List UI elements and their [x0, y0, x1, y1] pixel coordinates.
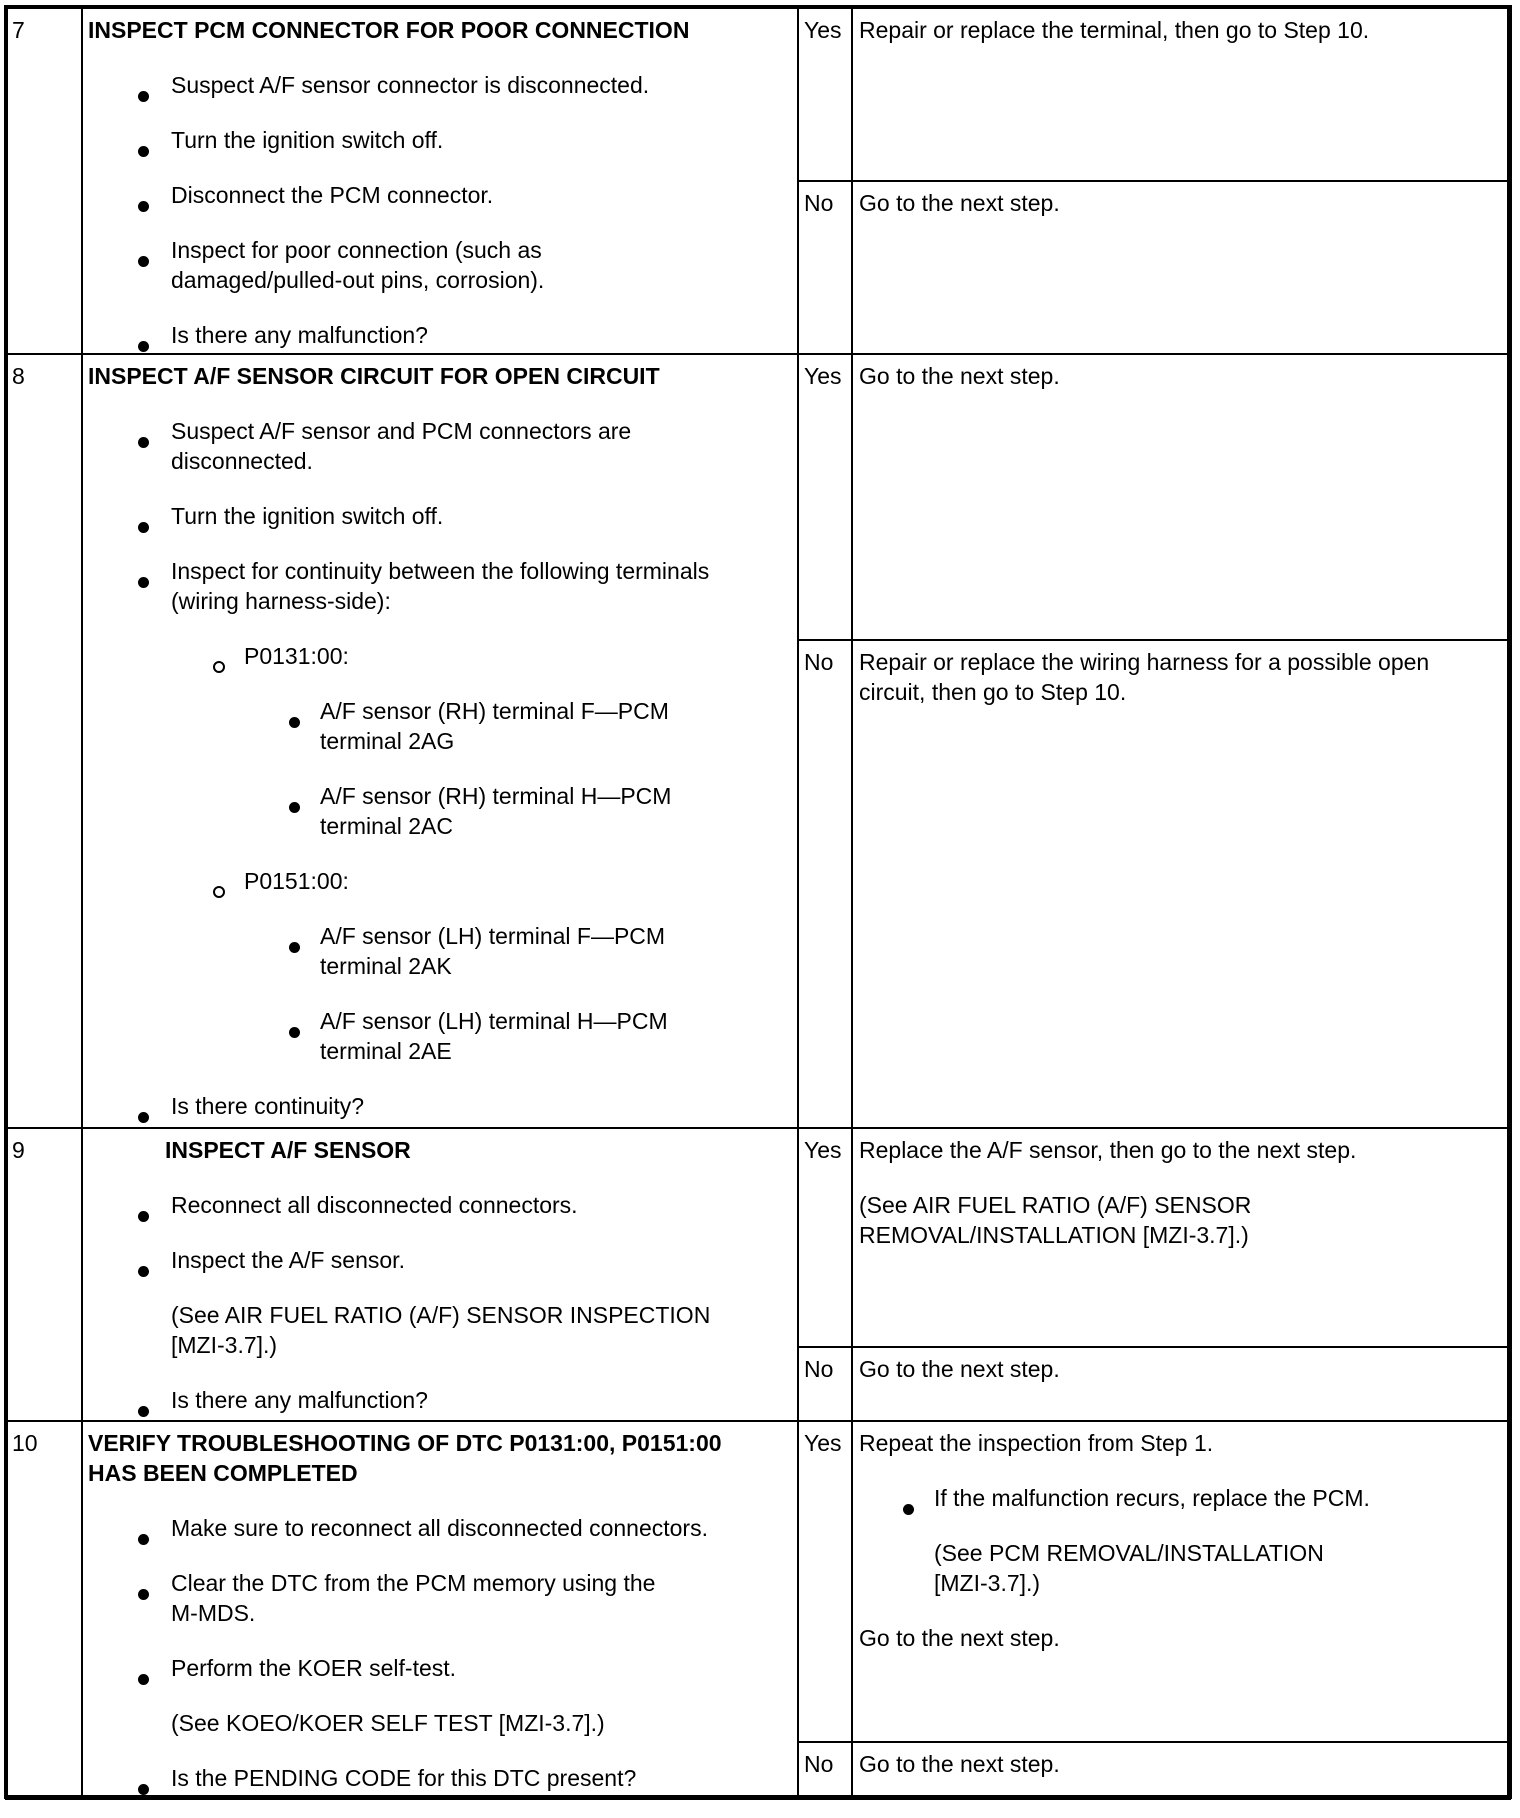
no-result — [859, 1347, 1505, 1409]
bullet-dot — [138, 437, 149, 448]
circle-text: P0151:00: — [244, 868, 349, 894]
bullet-text: Make sure to reconnect all disconnected connectors. — [171, 1515, 708, 1541]
bullet-text: If the malfunction recurs, replace the PCM. — [934, 1485, 1370, 1511]
bullet-ring — [213, 661, 225, 673]
step-title: VERIFY TROUBLESHOOTING OF DTC P0131:00, P0151:00 HAS BEEN COMPLETED — [88, 1430, 722, 1486]
text-text: Repair or replace the wiring harness for a possible open circuit, then go to Step 10. — [859, 649, 1430, 705]
list-item — [88, 180, 796, 210]
yes-label: Yes — [804, 1137, 842, 1163]
text-text: Go to the next step. — [859, 190, 1060, 216]
list-item — [88, 921, 796, 981]
yes-label: Yes — [804, 17, 842, 43]
no-label: No — [804, 1751, 834, 1777]
bullet-icon — [138, 1254, 149, 1284]
bullet-icon — [138, 1394, 149, 1424]
text-text: Go to the next step. — [859, 1751, 1060, 1777]
no-label: No — [804, 190, 834, 216]
list-item — [88, 641, 796, 671]
text-text: Go to the next step. — [859, 363, 1060, 389]
list-item — [88, 235, 796, 295]
paragraph — [859, 15, 1505, 45]
no-result — [859, 1742, 1505, 1804]
note-text: (See AIR FUEL RATIO (A/F) SENSOR INSPECTION [MZI-3.7].) — [171, 1302, 711, 1358]
paragraph — [859, 1538, 1505, 1598]
subbullet-text: A/F sensor (LH) terminal H—PCM terminal 2AE — [320, 1008, 668, 1064]
list-item — [88, 125, 796, 155]
note-text: (See PCM REMOVAL/INSTALLATION [MZI-3.7].) — [934, 1540, 1324, 1596]
step-number: 7 — [12, 17, 25, 43]
bullet-dot — [138, 577, 149, 588]
bullet-dot — [138, 1266, 149, 1277]
paragraph — [859, 188, 1505, 218]
list-item — [88, 556, 796, 616]
bullet-text: Is there continuity? — [171, 1093, 365, 1119]
table-border — [1507, 5, 1512, 1799]
paragraph — [859, 1190, 1505, 1250]
yes-result — [859, 1128, 1505, 1275]
bullet-icon — [903, 1492, 914, 1522]
step-number: 9 — [12, 1137, 25, 1163]
step-number: 10 — [12, 1430, 38, 1456]
subbullet-text: A/F sensor (RH) terminal H—PCM terminal 2AC — [320, 783, 672, 839]
bullet-dot — [138, 1589, 149, 1600]
list-item — [859, 1483, 1505, 1513]
paragraph — [859, 647, 1505, 707]
circle-bullet-icon — [213, 650, 225, 680]
bullet-text: Inspect the A/F sensor. — [171, 1247, 405, 1273]
list-item — [88, 70, 796, 100]
list-item — [88, 320, 796, 350]
bullet-icon — [138, 1577, 149, 1607]
bullet-icon — [138, 79, 149, 109]
circle-text: P0131:00: — [244, 643, 349, 669]
bullet-icon — [138, 1772, 149, 1802]
paragraph — [859, 1623, 1505, 1653]
subbullet-text: A/F sensor (RH) terminal F—PCM terminal 2AG — [320, 698, 669, 754]
table-border — [797, 8, 799, 1797]
bullet-text: Perform the KOER self-test. — [171, 1655, 457, 1681]
step-number: 8 — [12, 363, 25, 389]
bullet-text: Suspect A/F sensor and PCM connectors are disconnected. — [171, 418, 632, 474]
bullet-icon — [138, 565, 149, 595]
bullet-dot — [138, 91, 149, 102]
bullet-text: Suspect A/F sensor connector is disconnected. — [171, 72, 650, 98]
paragraph — [88, 1708, 796, 1738]
bullet-icon — [138, 134, 149, 164]
list-item — [88, 866, 796, 896]
step-content — [88, 1421, 796, 1818]
list-item — [88, 1385, 796, 1415]
bullet-text: Turn the ignition switch off. — [171, 127, 444, 153]
step-title: INSPECT PCM CONNECTOR FOR POOR CONNECTION — [88, 17, 690, 43]
bullet-dot — [289, 802, 300, 813]
bullet-icon — [138, 1662, 149, 1692]
bullet-text: Disconnect the PCM connector. — [171, 182, 494, 208]
bullet-icon — [138, 1199, 149, 1229]
step-title: INSPECT A/F SENSOR — [165, 1137, 411, 1163]
paragraph — [859, 1135, 1505, 1165]
bullet-icon — [138, 189, 149, 219]
bullet-dot — [138, 522, 149, 533]
bullet-icon — [138, 510, 149, 540]
step-content — [88, 8, 796, 375]
bullet-dot — [138, 341, 149, 352]
bullet-text: Is there any malfunction? — [171, 322, 428, 348]
step-content — [88, 354, 796, 1146]
bullet-icon — [289, 930, 300, 960]
paragraph — [859, 361, 1505, 391]
list-item — [88, 1568, 796, 1628]
list-item — [88, 1245, 796, 1275]
bullet-text: Is there any malfunction? — [171, 1387, 428, 1413]
table-border — [851, 8, 853, 1797]
bullet-icon — [138, 244, 149, 274]
yes-label: Yes — [804, 363, 842, 389]
bullet-text: Inspect for poor connection (such as damaged/pulled-out pins, corrosion). — [171, 237, 545, 293]
table-border — [4, 5, 8, 1799]
yes-result — [859, 1421, 1505, 1678]
bullet-text: Reconnect all disconnected connectors. — [171, 1192, 578, 1218]
no-label: No — [804, 1356, 834, 1382]
text-text: Replace the A/F sensor, then go to the next step. — [859, 1137, 1357, 1163]
yes-label: Yes — [804, 1430, 842, 1456]
text-text: Repeat the inspection from Step 1. — [859, 1430, 1214, 1456]
yes-result — [859, 354, 1505, 416]
list-item — [88, 501, 796, 531]
list-item — [88, 1091, 796, 1121]
list-item — [88, 1653, 796, 1683]
text-text: Repair or replace the terminal, then go to Step 10. — [859, 17, 1370, 43]
bullet-dot — [138, 256, 149, 267]
bullet-dot — [289, 717, 300, 728]
bullet-dot — [289, 1027, 300, 1038]
circle-bullet-icon — [213, 875, 225, 905]
text-text: Go to the next step. — [859, 1625, 1060, 1651]
bullet-text: Inspect for continuity between the following terminals (wiring harness-side): — [171, 558, 710, 614]
bullet-dot — [138, 1784, 149, 1795]
bullet-icon — [138, 1522, 149, 1552]
bullet-dot — [138, 1112, 149, 1123]
list-item — [88, 416, 796, 476]
bullet-ring — [213, 886, 225, 898]
step-title: INSPECT A/F SENSOR CIRCUIT FOR OPEN CIRCUIT — [88, 363, 660, 389]
bullet-dot — [903, 1504, 914, 1515]
table-border — [81, 8, 83, 1797]
bullet-icon — [289, 1015, 300, 1045]
subbullet-text: A/F sensor (LH) terminal F—PCM terminal 2AK — [320, 923, 666, 979]
bullet-dot — [138, 1534, 149, 1545]
list-item — [88, 1006, 796, 1066]
paragraph — [859, 1354, 1505, 1384]
text-text: (See AIR FUEL RATIO (A/F) SENSOR REMOVAL/INSTALLATION [MZI-3.7].) — [859, 1192, 1252, 1248]
bullet-dot — [138, 1406, 149, 1417]
list-item — [88, 781, 796, 841]
paragraph — [859, 1428, 1505, 1458]
text-text: Go to the next step. — [859, 1356, 1060, 1382]
bullet-dot — [138, 201, 149, 212]
no-result — [859, 181, 1505, 243]
bullet-icon — [138, 1100, 149, 1130]
list-item — [88, 1763, 796, 1793]
bullet-text: Is the PENDING CODE for this DTC present? — [171, 1765, 637, 1791]
bullet-text: Turn the ignition switch off. — [171, 503, 444, 529]
yes-result — [859, 8, 1505, 70]
bullet-icon — [289, 790, 300, 820]
bullet-text: Clear the DTC from the PCM memory using the M-MDS. — [171, 1570, 656, 1626]
list-item — [88, 696, 796, 756]
paragraph — [88, 1300, 796, 1360]
step-content — [88, 1128, 796, 1440]
bullet-icon — [138, 425, 149, 455]
no-result — [859, 640, 1505, 732]
bullet-icon — [289, 705, 300, 735]
note-text: (See KOEO/KOER SELF TEST [MZI-3.7].) — [171, 1710, 605, 1736]
bullet-dot — [138, 146, 149, 157]
bullet-dot — [138, 1674, 149, 1685]
bullet-dot — [138, 1211, 149, 1222]
list-item — [88, 1513, 796, 1543]
paragraph — [859, 1749, 1505, 1779]
no-label: No — [804, 649, 834, 675]
list-item — [88, 1190, 796, 1220]
bullet-dot — [289, 942, 300, 953]
